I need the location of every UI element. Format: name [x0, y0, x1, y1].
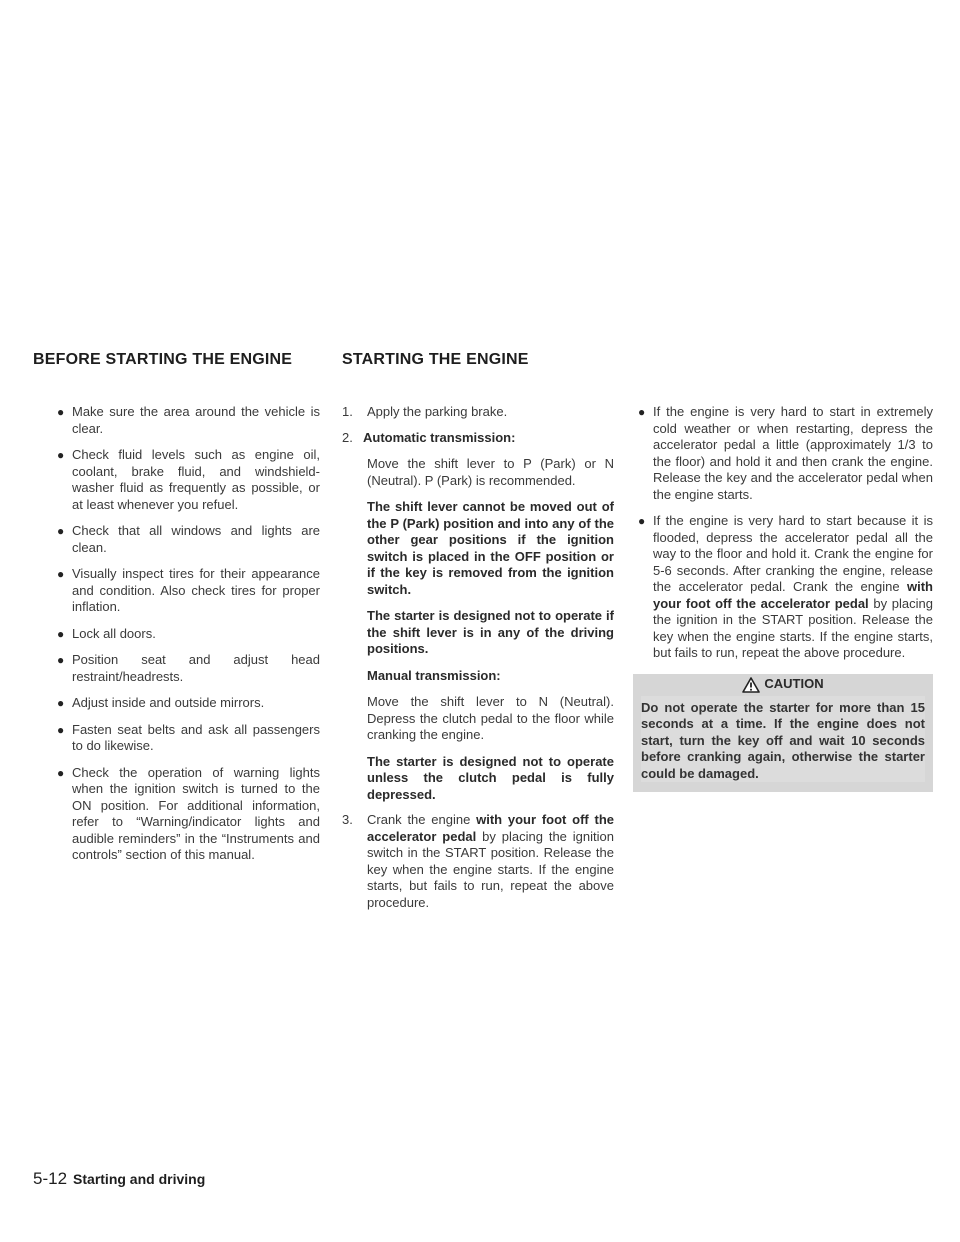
list-item: ● Check fluid levels such as engine oil, coolant, brake fluid, and windshield-washer fluid as frequently as possible, or at least whenever you refuel.: [57, 447, 320, 512]
manual-transmission-title: Manual transmission:: [367, 667, 501, 683]
bullet-icon: ●: [57, 448, 65, 462]
list-item: ● If the engine is very hard to start in extremely cold weather or when restarting, depress the accelerator pedal a little (approximately 1/3 to the floor) and hold it and then crank the engine. Release the key and the accelerator pedal when the engine starts.: [638, 404, 933, 502]
manual-transmission-text: Move the shift lever to N (Neutral). Depress the clutch pedal to the floor while cranking the engine.: [367, 694, 614, 742]
bullet-icon: ●: [57, 567, 65, 581]
starting-steps: [342, 404, 614, 920]
step-3: 3. Crank the engine with your foot off the accelerator pedal by placing the ignition switch in the START position. Release the key when the engine starts. If the engine starts, but fails to run, repeat the above procedure.: [342, 812, 614, 910]
step-number: 2.: [342, 429, 353, 445]
bullet-icon: ●: [57, 765, 65, 780]
manual-warning: The starter is designed not to operate unless the clutch pedal is fully depressed.: [367, 753, 614, 802]
caution-title: CAUTION: [764, 676, 824, 692]
list-item: ● Lock all doors.: [57, 625, 156, 641]
bullet-icon: ●: [57, 524, 65, 538]
list-item: ● Check the operation of warning lights when the ignition switch is turned to the ON position. For additional information, refer to “Warning/indicator lights and audible reminders” in the “Instruments and controls” section of this manual.: [57, 764, 320, 862]
step-2: [342, 430, 614, 804]
automatic-transmission-text: Move the shift lever to P (Park) or N (Neutral). P (Park) is recommended.: [367, 456, 614, 488]
caution-box: [633, 674, 933, 793]
bullet-icon: ●: [57, 653, 65, 667]
page-number: 5-12: [33, 1169, 68, 1188]
list-item: ● If the engine is very hard to start because it is flooded, depress the accelerator pedal all the way to the floor and hold it. Crank the engine for 5-6 seconds. After cranking the engine, release the accelerator pedal. Crank the engine with your foot off the accelerator pedal by placing the ignition in the START position. Release the key when the engine starts. If the engine starts, but fails to run, repeat the above procedure.: [638, 513, 934, 660]
automatic-warning-2: The starter is designed not to operate if the shift lever is in any of the driving positions.: [367, 608, 614, 656]
list-item: ● Adjust inside and outside mirrors.: [57, 695, 265, 710]
list-item: ● Position seat and adjust head restraint/headrests.: [57, 652, 320, 684]
bullet-icon: ●: [57, 696, 65, 710]
section-heading-before-starting: BEFORE STARTING THE ENGINE: [33, 351, 293, 368]
bullet-icon: ●: [638, 514, 646, 528]
caution-header: [641, 674, 925, 696]
caution-text: Do not operate the starter for more than 15 seconds at a time. If the engine does not start, turn the key off and wait 10 seconds before cranking again, otherwise the starter could be damaged.: [641, 696, 925, 783]
list-item: ● Fasten seat belts and ask all passengers to do likewise.: [57, 721, 320, 753]
automatic-warning-1: The shift lever cannot be moved out of the P (Park) position and into any of the other gear positions if the ignition switch is placed in the OFF position or if the key is removed from the ignition switch.: [367, 499, 614, 597]
bullet-icon: ●: [57, 722, 65, 737]
list-item: ● Check that all windows and lights are clean.: [57, 523, 320, 555]
list-item: ● Visually inspect tires for their appearance and condition. Also check tires for proper inflation.: [57, 566, 320, 614]
step-1: 1. Apply the parking brake.: [342, 404, 508, 419]
warning-triangle-icon: [742, 677, 760, 693]
page-footer: [33, 1171, 205, 1188]
step-number: 1.: [342, 404, 353, 419]
section-name: Starting and driving: [73, 1171, 206, 1187]
starting-tips: [633, 404, 933, 792]
automatic-transmission-title: Automatic transmission:: [363, 429, 516, 445]
list-item: ● Make sure the area around the vehicle is clear.: [57, 404, 320, 436]
step-number: 3.: [342, 812, 353, 827]
section-heading-starting: STARTING THE ENGINE: [342, 351, 529, 368]
bullet-icon: ●: [57, 405, 65, 419]
before-starting-list: [52, 404, 320, 874]
bullet-icon: ●: [638, 405, 646, 419]
bullet-icon: ●: [57, 626, 65, 641]
